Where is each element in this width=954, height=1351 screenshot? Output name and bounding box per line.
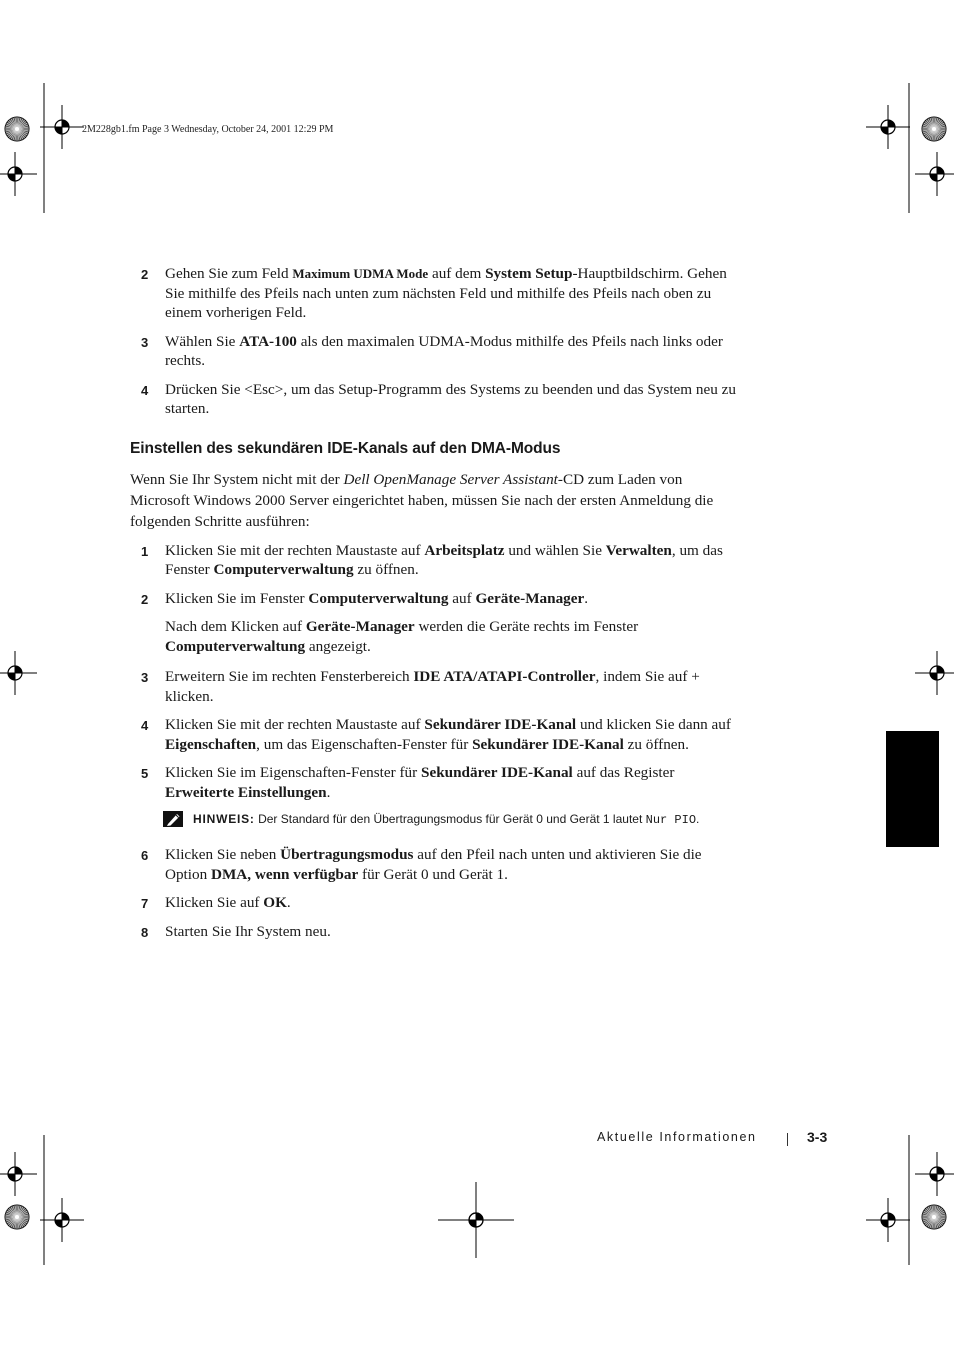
code-value: Nur PIO xyxy=(645,813,697,827)
text-run: auf dem xyxy=(428,265,486,282)
bold-term: System Setup xyxy=(485,265,573,282)
bold-term: Geräte-Manager xyxy=(305,618,415,635)
step-text xyxy=(165,894,291,911)
text-run: auf das Register xyxy=(572,764,675,781)
text-run: Nach dem Klicken auf xyxy=(165,618,306,635)
bold-term: ATA-100 xyxy=(239,332,297,350)
crosshair-mark xyxy=(438,1182,514,1258)
step-number: 7 xyxy=(141,896,149,911)
step-number: 2 xyxy=(141,267,149,282)
thumb-tab xyxy=(886,731,939,847)
bold-term: Sekundärer IDE-Kanal xyxy=(472,735,624,753)
bold-term: Eigenschaften xyxy=(165,735,257,753)
bold-term: IDE ATA/ATAPI-Controller xyxy=(413,668,596,685)
footer-separator xyxy=(787,1133,788,1146)
crosshair-mark xyxy=(915,152,954,196)
list-item xyxy=(130,845,740,884)
note-box xyxy=(130,811,740,828)
text-run: Drücken Sie <Esc>, um das Setup-Programm des Systems zu beenden und das System neu zu starten. xyxy=(165,380,736,417)
step-text xyxy=(165,542,723,579)
step-text xyxy=(165,381,736,418)
note-pencil-icon xyxy=(163,811,183,831)
bold-term: Sekundärer IDE-Kanal xyxy=(424,716,577,733)
bold-term: Sekundärer IDE-Kanal xyxy=(421,764,573,781)
text-run: und klicken Sie dann auf xyxy=(576,716,731,733)
step-number: 2 xyxy=(141,591,149,607)
step-number: 3 xyxy=(141,334,149,350)
text-run: Klicken Sie mit der rechten Maustaste auf xyxy=(165,716,425,733)
step-text xyxy=(165,716,731,753)
bold-term: Computerverwaltung xyxy=(213,561,354,578)
text-run: auf xyxy=(448,589,476,607)
text-run: zu öffnen. xyxy=(353,561,419,578)
step-text xyxy=(165,333,723,370)
bold-term: Computerverwaltung xyxy=(165,637,306,655)
intro-paragraph xyxy=(130,469,740,532)
text-run: Klicken Sie auf xyxy=(165,894,264,911)
bold-term: Computerverwaltung xyxy=(308,589,449,607)
step-text xyxy=(165,668,700,705)
crosshair-mark xyxy=(915,1152,954,1196)
starburst-mark xyxy=(922,117,946,141)
step-text xyxy=(165,923,331,940)
page-number: 3-3 xyxy=(807,1129,828,1145)
step-number: 3 xyxy=(141,670,149,685)
step-number: 5 xyxy=(141,766,149,781)
text-run: zu öffnen. xyxy=(623,735,689,753)
text-run: , um das Fenster xyxy=(165,541,723,578)
section-heading: Einstellen des sekundären IDE-Kanals auf den DMA-Modus xyxy=(130,439,561,457)
bold-term: Geräte-Manager xyxy=(475,589,585,607)
text-run: . xyxy=(326,783,331,801)
step-number: 8 xyxy=(141,924,149,940)
text-run: Wenn Sie Ihr System nicht mit der xyxy=(130,470,344,488)
step-text xyxy=(165,764,674,801)
text-run: Klicken Sie neben xyxy=(165,846,281,863)
text-run: Der Standard für den Übertragungsmodus für Gerät 0 und Gerät 1 lautet xyxy=(254,812,646,826)
text-run: , indem Sie auf + klicken. xyxy=(165,668,700,705)
crosshair-mark xyxy=(0,651,37,695)
steps-main-list xyxy=(130,541,740,942)
text-run: Erweitern Sie im rechten Fensterbereich xyxy=(165,668,414,685)
step-number: 6 xyxy=(141,848,149,863)
text-run: Wählen Sie xyxy=(165,332,240,350)
crosshair-mark xyxy=(0,152,37,196)
bold-term: Übertragungsmodus xyxy=(280,846,414,863)
steps-top-list xyxy=(130,264,740,419)
crosshair-mark xyxy=(0,1152,37,1196)
text-run: -CD zum Laden von Microsoft Windows 2000 Server eingerichtet haben, müssen Sie nach der ersten Anmeldung die folgenden Schritte ausführen: xyxy=(130,470,714,530)
file-slug: 2M228gb1.fm Page 3 Wednesday, October 24, 2001 12:29 PM xyxy=(82,124,334,135)
text-run: , um das Eigenschaften-Fenster für xyxy=(256,735,473,753)
page-content xyxy=(130,264,740,950)
field-name: Maximum UDMA Mode xyxy=(292,266,429,281)
text-run: Klicken Sie im Eigenschaften-Fenster für xyxy=(165,764,421,781)
text-run: . xyxy=(584,589,589,607)
step-text xyxy=(165,590,588,607)
bold-term: Erweiterte Einstellungen xyxy=(165,783,327,801)
step-number: 4 xyxy=(141,718,149,733)
list-item xyxy=(130,763,740,802)
bold-term: Verwalten xyxy=(605,541,672,559)
text-run: . xyxy=(696,812,700,826)
crosshair-mark xyxy=(915,651,954,695)
list-item xyxy=(130,332,740,371)
italic-term: Dell OpenManage Server Assistant xyxy=(343,470,558,488)
text-run: Klicken Sie im Fenster xyxy=(165,589,309,607)
crosshair-mark xyxy=(40,1198,84,1242)
step-number: 4 xyxy=(141,382,149,398)
text-run: Klicken Sie mit der rechten Maustaste auf xyxy=(165,541,425,559)
starburst-mark xyxy=(5,117,29,141)
text-run: auf den Pfeil nach unten und aktivieren Sie die Option xyxy=(165,846,702,883)
list-item xyxy=(130,667,740,706)
starburst-mark xyxy=(922,1205,946,1229)
crosshair-mark xyxy=(866,1198,910,1242)
bold-term: DMA, wenn verfügbar xyxy=(211,865,359,883)
step-text xyxy=(165,265,727,321)
step-subparagraph xyxy=(130,617,740,656)
text-run: Starten Sie Ihr System neu. xyxy=(165,922,331,940)
step-number: 1 xyxy=(141,543,149,559)
bold-term: Arbeitsplatz xyxy=(424,541,505,559)
text-run: werden die Geräte rechts im Fenster xyxy=(414,618,639,635)
text-run: für Gerät 0 und Gerät 1. xyxy=(358,865,508,883)
crosshair-mark xyxy=(866,105,910,149)
crosshair-mark xyxy=(40,105,84,149)
bold-term: OK xyxy=(263,894,287,911)
text-run: und wählen Sie xyxy=(504,541,606,559)
list-item xyxy=(130,715,740,754)
footer-section: Aktuelle Informationen xyxy=(597,1130,757,1144)
starburst-mark xyxy=(5,1205,29,1229)
list-item xyxy=(130,380,740,419)
text-run: -Hauptbildschirm. Gehen Sie mithilfe des Pfeils nach unten zum nächsten Feld und mithilfe des Pfeils nach oben zu einem vorherigen Feld. xyxy=(165,265,727,321)
list-item xyxy=(130,893,740,913)
text-run: . xyxy=(286,894,291,911)
list-item xyxy=(130,541,740,580)
note-label: HINWEIS: xyxy=(193,812,255,826)
list-item xyxy=(130,922,740,942)
step-text xyxy=(165,846,702,883)
list-item xyxy=(130,589,740,609)
text-run: als den maximalen UDMA-Modus mithilfe des Pfeils nach links oder rechts. xyxy=(165,332,723,369)
text-run: angezeigt. xyxy=(305,637,371,655)
list-item xyxy=(130,264,740,323)
text-run: Gehen Sie zum Feld xyxy=(165,265,293,282)
